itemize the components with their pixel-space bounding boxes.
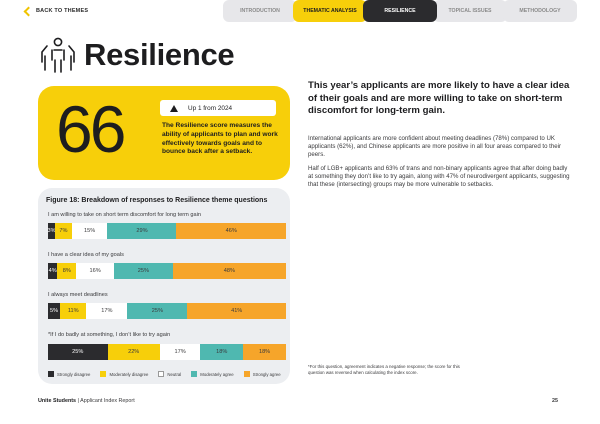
legend-item (244, 371, 281, 377)
score-description: The Resilience score measures the ability of applicants to plan and work effectively towards goals and to bounce back after a setback. (162, 122, 278, 156)
legend-label: Moderately disagree (109, 371, 149, 377)
triangle-up-icon (170, 105, 178, 112)
segment-moderately-agree: 25% (114, 263, 173, 279)
footer-separator: | (77, 398, 81, 404)
segment-strongly-agree: 46% (176, 223, 285, 239)
score-value: 66 (56, 92, 124, 166)
people-icon (38, 36, 78, 74)
legend-label: Strongly disagree (57, 371, 91, 377)
legend-item (100, 371, 148, 377)
footer-brand: Unite Students (38, 398, 77, 404)
tab-thematic-analysis[interactable]: THEMATIC ANALYSIS (293, 0, 367, 22)
tab-topical-issues[interactable]: TOPICAL ISSUES (433, 0, 507, 22)
segment-moderately-agree: 29% (107, 223, 176, 239)
figure-title: Figure 18: Breakdown of responses to Resilience theme questions (46, 197, 268, 204)
legend-swatch (48, 371, 54, 377)
back-to-themes-link[interactable] (22, 6, 88, 16)
body-paragraph-2: Half of LGB+ applicants and 63% of trans and non-binary applicants agree that after doing badly at something they don’t like to try again, along with 47% of neurodivergent applicants, suggesting that these (intersecting) groups may be more vulnerable to setbacks. (308, 165, 570, 189)
score-card (38, 86, 290, 180)
stacked-bar (48, 303, 286, 319)
question-label: I always meet deadlines (48, 292, 108, 298)
segment-moderately-disagree: 11% (60, 303, 86, 319)
legend-swatch (191, 371, 197, 377)
legend-swatch (244, 371, 250, 377)
stacked-bar (48, 344, 286, 360)
footer-report-info (38, 398, 135, 404)
segment-moderately-agree: 25% (127, 303, 187, 319)
score-change-text: Up 1 from 2024 (188, 104, 233, 112)
score-change-badge (160, 100, 276, 116)
section-tabs (223, 0, 573, 22)
legend-label: Neutral (167, 371, 182, 377)
stacked-bar (48, 263, 286, 279)
legend-item (191, 371, 233, 377)
segment-neutral: 17% (160, 344, 200, 360)
lead-paragraph: This year’s applicants are more likely to have a clear idea of their goals and are more willing to take on short-term discomfort for long-term gain. (308, 80, 570, 117)
page-title: Resilience (84, 37, 235, 72)
page-heading (38, 36, 234, 74)
tab-introduction[interactable]: INTRODUCTION (223, 0, 297, 22)
legend-item (48, 371, 90, 377)
segment-strongly-agree: 18% (243, 344, 286, 360)
segment-moderately-disagree: 8% (57, 263, 76, 279)
legend-label: Moderately agree (200, 371, 234, 377)
segment-neutral: 17% (86, 303, 127, 319)
legend-swatch (158, 371, 164, 377)
segment-strongly-disagree: 4% (48, 263, 57, 279)
question-label: *If I do badly at something, I don’t like to try again (48, 332, 171, 338)
segment-moderately-agree: 18% (200, 344, 243, 360)
footnote: *For this question, agreement indicates a negative response; the score for this question was reversed when calculating the index score. (308, 364, 460, 375)
footer-report-name: Applicant Index Report (80, 398, 135, 404)
segment-strongly-agree: 41% (187, 303, 286, 319)
tab-methodology[interactable]: METHODOLOGY (503, 0, 577, 22)
top-navigation (0, 0, 600, 24)
segment-strongly-agree: 48% (173, 263, 286, 279)
legend-label: Strongly agree (252, 371, 281, 377)
chart-legend (48, 371, 281, 377)
body-paragraph-1: International applicants are more confident about meeting deadlines (78%) compared to UK applicants (62%), and Chinese applicants are more positive in all four areas compared to their peers. (308, 135, 562, 159)
legend-swatch (100, 371, 106, 377)
stacked-bar (48, 223, 286, 239)
segment-strongly-disagree: 5% (48, 303, 60, 319)
legend-item (158, 371, 181, 377)
question-label: I am willing to take on short term discomfort for long term gain (48, 212, 201, 218)
segment-strongly-disagree: 3% (48, 223, 55, 239)
segment-moderately-disagree: 7% (55, 223, 72, 239)
segment-strongly-disagree: 25% (48, 344, 108, 360)
tab-resilience[interactable]: RESILIENCE (363, 0, 437, 22)
segment-neutral: 16% (76, 263, 114, 279)
figure-panel (38, 188, 290, 384)
question-label: I have a clear idea of my goals (48, 252, 124, 258)
page-number: 25 (552, 398, 558, 404)
segment-neutral: 15% (72, 223, 108, 239)
segment-moderately-disagree: 22% (108, 344, 160, 360)
chevron-left-icon (22, 6, 32, 16)
back-label: BACK TO THEMES (36, 8, 89, 14)
